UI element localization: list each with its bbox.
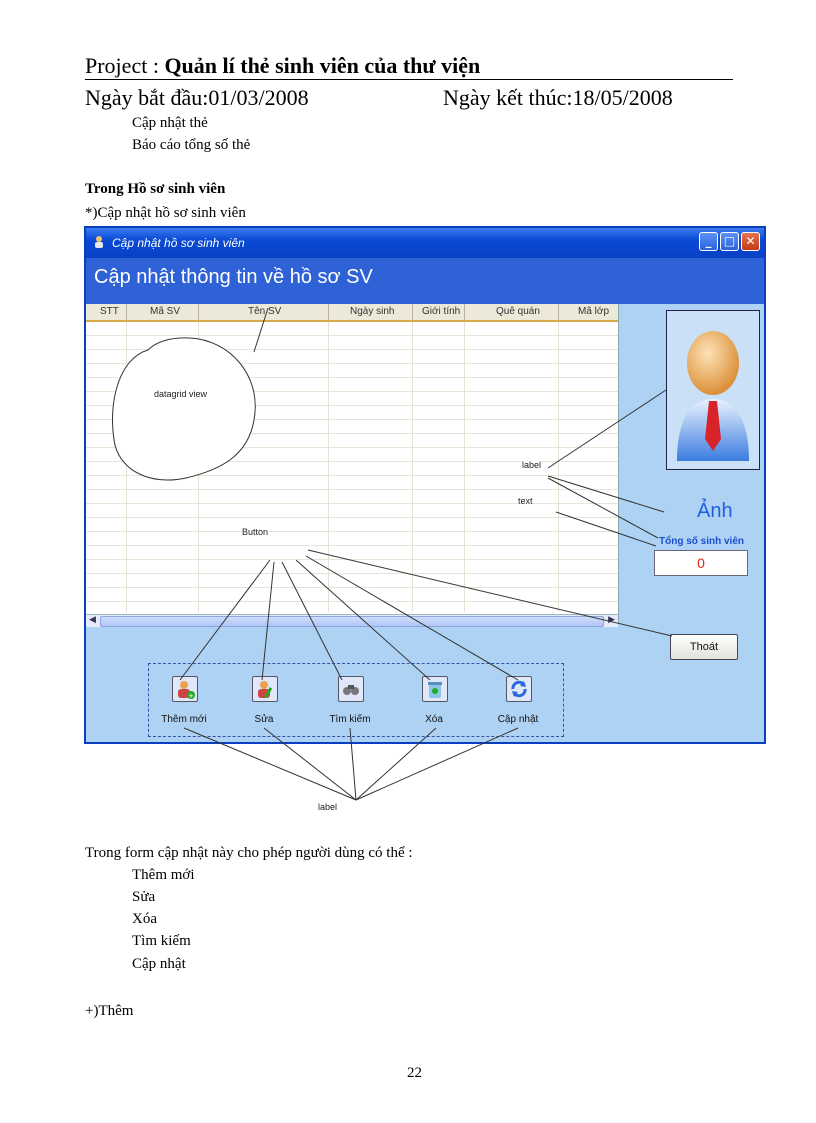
column-header[interactable]: STT bbox=[100, 306, 119, 317]
annotation-datagrid: datagrid view bbox=[154, 389, 208, 399]
subsection-title: *)Cập nhật hồ sơ sinh viên bbox=[85, 205, 246, 221]
column-header[interactable]: Mã SV bbox=[150, 306, 181, 317]
feature-item: Xóa bbox=[132, 911, 157, 927]
feature-item: Tìm kiếm bbox=[132, 933, 191, 949]
total-students-value: 0 bbox=[654, 550, 748, 576]
start-date: Ngày bắt đầu:01/03/2008 bbox=[85, 85, 309, 110]
description: Trong form cập nhật này cho phép người dùng có thể : bbox=[85, 845, 413, 861]
feature-item: Cập nhật bbox=[132, 956, 186, 972]
page-number: 22 bbox=[407, 1065, 422, 1081]
column-header[interactable]: Giới tính bbox=[422, 306, 461, 317]
annotation-text: text bbox=[518, 496, 533, 506]
maximize-button[interactable]: □ bbox=[720, 232, 739, 251]
annotation-button: Button bbox=[242, 527, 269, 537]
add-button-label: Thêm mới bbox=[161, 714, 207, 725]
total-students-label: Tổng số sinh viên bbox=[659, 536, 745, 547]
column-header[interactable]: Tên SV bbox=[248, 306, 282, 317]
end-date: Ngày kết thúc:18/05/2008 bbox=[443, 85, 673, 110]
column-header[interactable]: Ngày sinh bbox=[350, 306, 395, 317]
feature-item: Thêm mới bbox=[132, 867, 195, 883]
next-heading: +)Thêm bbox=[85, 1003, 134, 1019]
edit-button-label: Sửa bbox=[254, 714, 274, 725]
annotation-label: label bbox=[522, 460, 542, 470]
annotation-label-bottom: label bbox=[318, 802, 338, 812]
exit-button[interactable]: Thoát bbox=[670, 634, 738, 660]
intro-item: Báo cáo tổng số thẻ bbox=[132, 137, 251, 153]
column-header[interactable]: Quê quán bbox=[496, 306, 540, 317]
section-title: Trong Hồ sơ sinh viên bbox=[85, 181, 226, 197]
banner-title: Cập nhật thông tin về hồ sơ SV bbox=[94, 266, 373, 288]
window-title: Cập nhật hồ sơ sinh viên bbox=[112, 236, 245, 250]
project-prefix: Project : bbox=[85, 53, 159, 78]
project-name: Quản lí thẻ sinh viên của thư viện bbox=[164, 53, 481, 78]
intro-item: Cập nhật thẻ bbox=[132, 115, 208, 131]
scroll-left-icon[interactable]: ◀ bbox=[89, 615, 96, 625]
svg-text:+: + bbox=[188, 692, 194, 700]
minimize-button[interactable]: _ bbox=[699, 232, 718, 251]
column-header[interactable]: Mã lớp bbox=[578, 306, 610, 317]
photo-label: Ảnh bbox=[697, 500, 733, 522]
search-button-label: Tìm kiếm bbox=[329, 714, 371, 725]
update-button-label: Cập nhật bbox=[497, 714, 539, 725]
scroll-right-icon[interactable]: ▶ bbox=[608, 615, 615, 625]
delete-button-label: Xóa bbox=[425, 714, 443, 725]
close-button[interactable]: ✕ bbox=[741, 232, 760, 251]
feature-item: Sửa bbox=[132, 889, 156, 905]
